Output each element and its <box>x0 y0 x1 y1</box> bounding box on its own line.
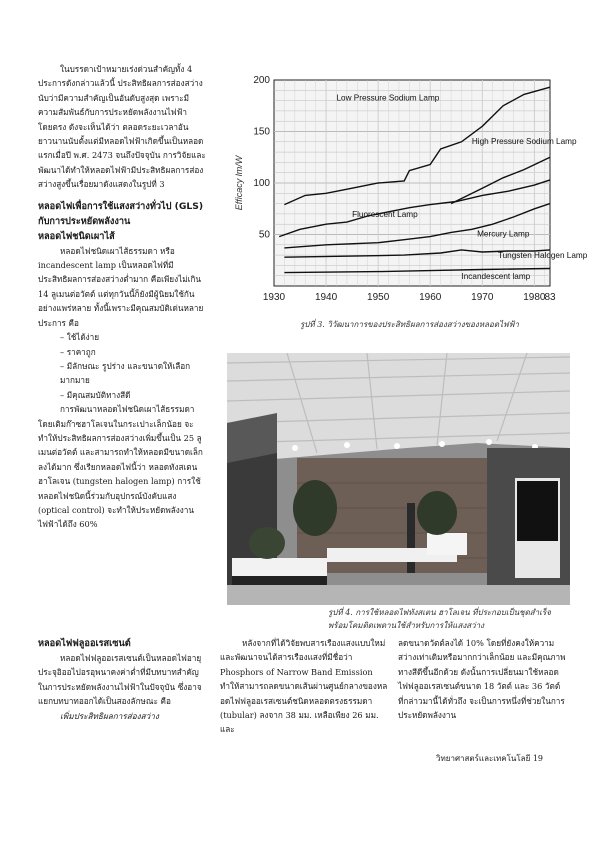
bullet-item: – มีคุณสมบัติทางสีดี <box>60 389 131 400</box>
subheading-fluorescent: หลอดไฟฟลูออเรสเซนต์ <box>38 638 131 649</box>
fluorescent-subtopic: เพิ่มประสิทธิผลการส่องสว่าง <box>60 710 159 721</box>
x-tick-label: 1940 <box>314 292 338 303</box>
section-heading-gls: หลอดไฟเพื่อการใช้แสงสว่างทั่วไป (GLS) กับการประหยัดพลังงาน <box>38 200 204 227</box>
series-label: Low Pressure Sodium Lamp <box>336 93 440 103</box>
series-label: Mercury Lamp <box>477 229 530 239</box>
fluorescent-paragraph: หลอดไฟฟลูออเรสเซนต์เป็นหลอดไฟอายุประจุอิออไปอรอุพนาคงค่าต่ำที่มีบทบาทสำคัญในการประหยัดพลังงานไฟฟ้าในปัจจุบัน ซึ่งอาจแยกบทบาทออกได้เป็นสองลักษณะ คือ <box>38 653 202 707</box>
y-axis-label: Efficacy lm/W <box>234 155 244 211</box>
figure-3-caption: รูปที่ 3. วิวัฒนาการของประสิทธิผลการส่องสว่างของหลอดไฟฟ้า <box>300 320 519 329</box>
intro-paragraph: ในบรรดาเป้าหมายเร่งด่วนสำคัญทั้ง 4 ประการดังกล่าวแล้วนี้ ประสิทธิผลการส่องสว่างนับว่ามีความสำคัญเป็นอันดับสูงสุด เพราะมีความสัมพันธ์กับการประหยัดพลังงานไฟฟ้าโดยตรง ดังจะเห็นได้ว่า ตลอดระยะเวลาอันยาวนานนับตั้งแต่มีหลอดไฟฟ้าเกิดขึ้นเป็นหลอดแรกเมื่อปี พ.ศ. 2473 จนถึงปัจจุบัน การวิจัยและพัฒนาได้ทำให้หลอดไฟฟ้ามีประสิทธิผลการส่องสว่างสูงขึ้นเรื่อยมาดังแสดงในรูปที่ 3 <box>38 64 206 190</box>
left-column-bottom <box>38 636 206 723</box>
page-footer: วิทยาศาสตร์และเทคโนโลยี 19 <box>436 754 543 763</box>
x-tick-label: 1970 <box>471 292 494 303</box>
y-tick-label: 150 <box>253 126 270 138</box>
lobby-photo <box>227 353 570 605</box>
series-label: Tungsten Halogen Lamp <box>497 251 588 261</box>
y-tick-label: 50 <box>258 229 270 241</box>
y-tick-label: 100 <box>253 178 270 189</box>
series-label: Incandescent lamp <box>461 271 531 281</box>
series-label: Fluorescent Lamp <box>352 209 418 219</box>
bullet-item: – ราคาถูก <box>60 346 96 357</box>
lobby-photo-illustration <box>227 353 570 605</box>
x-tick-label: 1930 <box>262 292 286 303</box>
figure-4-caption: รูปที่ 4. การใช้หลอดไฟทังสเตน ฮาโลเจน ที่ประกอบเป็นชุดสำเร็จพร้อมโคมติดเพดานใช้สำหรับการให้แสงสว่าง <box>328 608 551 630</box>
left-column <box>38 62 206 532</box>
bottom-right-paragraph: ลดขนาดวัตต์ลงได้ 10% โดยที่ยังคงให้ความสว่างเท่าเดิมหรือมากกว่าเล็กน้อย และมีคุณภาพทางสีดีขึ้นอีกด้วย ดังนั้นการเปลี่ยนมาใช้หลอดไฟฟลูออเรสเซนต์ขนาด 18 วัตต์ และ 36 วัตต์ ที่กล่าวมานี้ได้ทั่วถึง จะเป็นการหนึ่งที่ช่วยในการประหยัดพลังงาน <box>398 638 566 721</box>
bottom-middle-paragraph: หลังจากที่ได้วิจัยพบสารเรืองแสงแบบใหม่ และพัฒนาจนได้สารเรืองแสงที่มีชื่อว่า Phosphors of Narrow Band Emission ทำให้สามารถลดขนาดเส้นผ่านศูนย์กลางของหลอดไฟฟลูออเรสเซนต์ชนิดหลอดตรงธรรมดา (tubular) ลงจาก 38 มม. เหลือเพียง 26 มม. และ <box>220 638 388 735</box>
series-label: High Pressure Sodium Lamp <box>471 136 577 146</box>
x-tick-label: 1960 <box>419 292 442 303</box>
bottom-column-middle <box>220 636 388 737</box>
efficacy-chart <box>232 72 588 318</box>
x-tick-label: 1950 <box>367 292 390 303</box>
efficacy-chart-svg <box>232 72 588 318</box>
subheading-incandescent: หลอดไฟชนิดเผาไส้ <box>38 230 115 242</box>
y-tick-label: 200 <box>253 75 270 86</box>
bullet-item: – มีลักษณะ รูปร่าง และขนาดให้เลือกมากมาย <box>60 360 191 386</box>
x-tick-label: 83 <box>544 292 556 303</box>
incandescent-paragraph: หลอดไฟชนิดเผาไส้ธรรมดา หรือ incandescent lamp เป็นหลอดไฟที่มีประสิทธิผลการส่องสว่างต่ำมาก คือเพียงไม่เกิน 14 ลูเมนต่อวัตต์ แต่ทุกวันนี้ก็ยังมีผู้นิยมใช้กันอย่างแพร่หลาย ทั้งนี้เพราะมีคุณสมบัติเด่นหลายประการ คือ <box>38 245 204 328</box>
bottom-column-right <box>398 636 566 722</box>
halogen-paragraph: การพัฒนาหลอดไฟชนิดเผาไส้ธรรมดา โดยเติมก๊าซฮาโลเจนในกระเปาะเล็กน้อย จะทำให้ประสิทธิผลการส่องสว่างเพิ่มขึ้นเป็น 25 ลูเมนต่อวัตต์ และสามารถทำให้หลอดมีขนาดเล็กลงได้มาก ซึ่งเรียกหลอดไฟนี้ว่า หลอดทังสเตน ฮาโลเจน (tungsten halogen lamp) การใช้หลอดไฟชนิดนี้ร่วมกับอุปกรณ์บังคับแสง (optical control) จะทำให้ประหยัดพลังงานไฟฟ้าได้ถึง 60% <box>38 404 203 530</box>
bullet-item: – ใช้ได้ง่าย <box>60 332 100 343</box>
x-tick-label: 1980 <box>523 292 546 303</box>
